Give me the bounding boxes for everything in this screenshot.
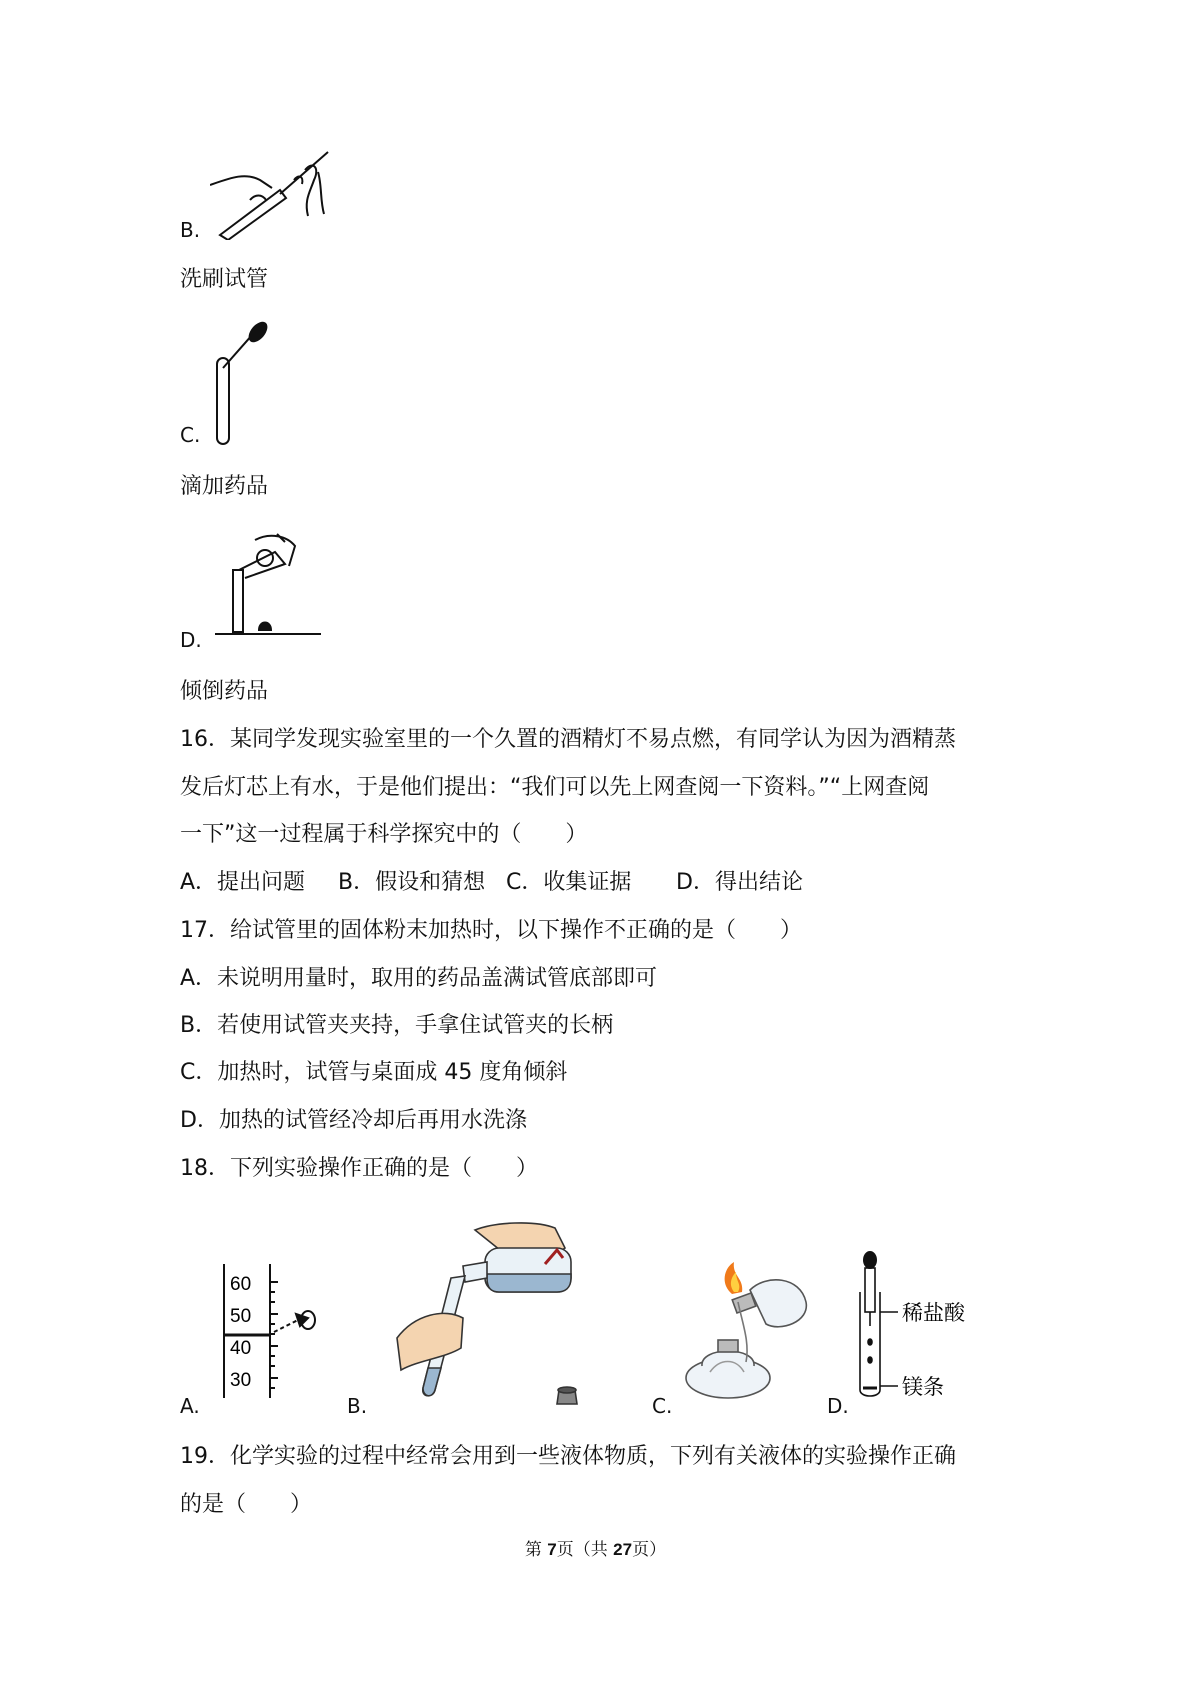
- reagent-mg-ribbon-label: 镁条: [902, 1375, 944, 1399]
- q17-stem: 17．给试管里的固体粉末加热时，以下操作不正确的是（ ）: [180, 918, 802, 943]
- q16-options: [180, 868, 803, 898]
- dropper-test-tube-figure: [210, 318, 280, 448]
- pour-liquid-figure: [395, 1218, 620, 1408]
- q18-option-c-label: C.: [652, 1394, 673, 1418]
- q17-option-b: B．若使用试管夹夹持，手拿住试管夹的长柄: [180, 1013, 614, 1038]
- q17-option-c: C．加热时，试管与桌面成 45 度角倾斜: [180, 1060, 568, 1085]
- q15-option-b-label: B.: [180, 218, 201, 242]
- q16-option-b: B．假设和猜想: [338, 870, 486, 895]
- q16-stem-line-2: 发后灯芯上有水，于是他们提出：“我们可以先上网查阅一下资料。”“上网查阅: [180, 775, 930, 800]
- q15-option-d-label: D.: [180, 628, 202, 652]
- q19-stem-line-1: 19．化学实验的过程中经常会用到一些液体物质，下列有关液体的实验操作正确: [180, 1444, 956, 1469]
- q16-option-c: C．收集证据: [506, 870, 632, 895]
- footer-suffix: 页）: [632, 1540, 667, 1560]
- q19-stem-line-2: 的是（ ）: [180, 1492, 313, 1517]
- q17-option-a: A．未说明用量时，取用的药品盖满试管底部即可: [180, 966, 658, 991]
- footer-prefix: 第: [524, 1540, 548, 1560]
- q16-option-a: A．提出问题: [180, 870, 306, 895]
- footer-total-pages: 27: [613, 1540, 633, 1559]
- cylinder-tick-40: 40: [230, 1338, 252, 1359]
- q18-option-b-label: B.: [347, 1394, 368, 1418]
- brush-test-tube-figure: [210, 150, 330, 240]
- q16-stem-line-1: 16．某同学发现实验室里的一个久置的酒精灯不易点燃，有同学认为因为酒精蒸: [180, 727, 956, 752]
- pour-reagent-figure: [215, 530, 325, 640]
- page-footer: [0, 1535, 1191, 1560]
- q15-option-c-label: C.: [180, 423, 201, 447]
- cylinder-tick-30: 30: [230, 1370, 252, 1391]
- footer-middle: 页（共: [556, 1540, 614, 1560]
- q16-stem-line-3: 一下”这一过程属于科学探究中的（ ）: [180, 822, 588, 847]
- q15-option-d-caption: 倾倒药品: [180, 679, 269, 704]
- q18-option-d-label: D.: [827, 1394, 849, 1418]
- q15-option-c-caption: 滴加药品: [180, 474, 269, 499]
- q18-stem: 18．下列实验操作正确的是（ ）: [180, 1156, 538, 1181]
- acid-magnesium-figure: [850, 1250, 1000, 1400]
- cylinder-tick-50: 50: [230, 1306, 252, 1327]
- q17-option-d: D．加热的试管经冷却后再用水洗涤: [180, 1108, 527, 1133]
- reagent-dilute-hcl-label: 稀盐酸: [902, 1301, 965, 1325]
- q16-option-d: D．得出结论: [676, 870, 803, 895]
- graduated-cylinder-figure: [220, 1262, 320, 1402]
- cylinder-tick-60: 60: [230, 1274, 252, 1295]
- q15-option-b-caption: 洗刷试管: [180, 267, 269, 292]
- alcohol-lamp-figure: [680, 1262, 810, 1402]
- q18-option-a-label: A.: [180, 1394, 200, 1418]
- footer-page-number: 7: [547, 1540, 557, 1559]
